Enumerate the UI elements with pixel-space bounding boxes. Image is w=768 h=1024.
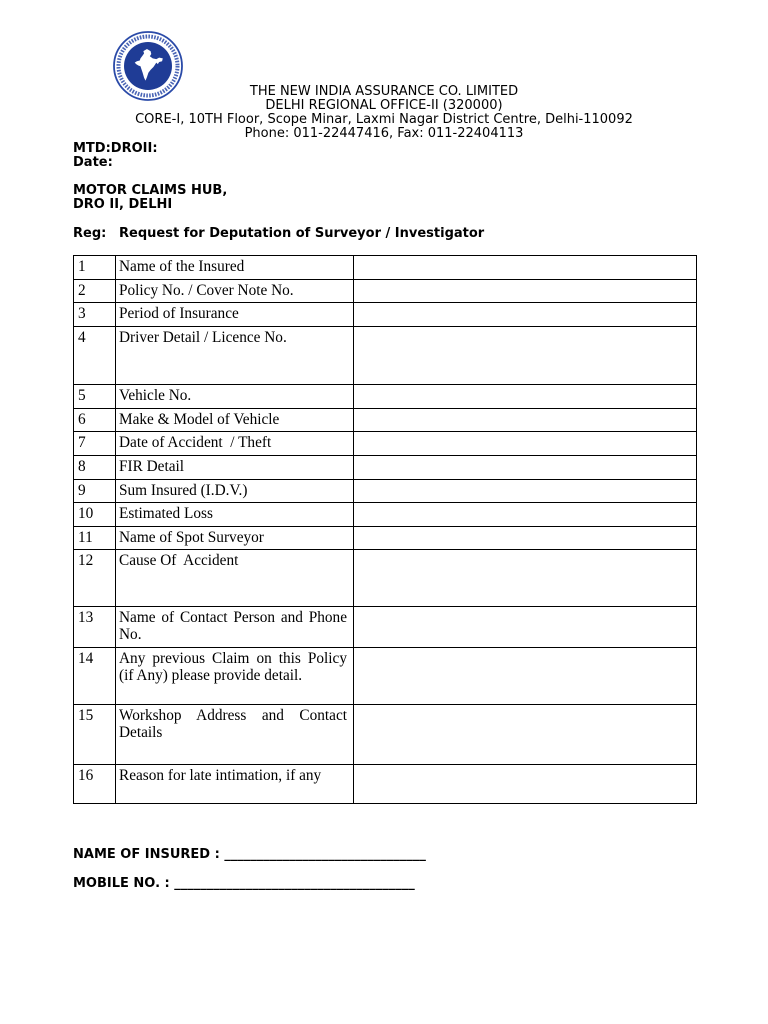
field-value <box>354 705 697 764</box>
row-number: 13 <box>74 607 116 647</box>
table-row <box>74 648 697 705</box>
table-row <box>74 503 697 527</box>
table-row <box>74 409 697 432</box>
table-row <box>74 256 697 280</box>
row-number: 16 <box>74 765 116 803</box>
field-value <box>354 503 697 526</box>
field-label: Date of Accident / Theft <box>116 432 354 455</box>
field-label: Name of Contact Person and Phone No. <box>116 607 354 647</box>
table-row <box>74 327 697 385</box>
field-label: Any previous Claim on this Policy (if Any) please provide detail. <box>116 648 354 704</box>
row-number: 5 <box>74 385 116 408</box>
field-label: Name of Spot Surveyor <box>116 527 354 549</box>
field-value <box>354 256 697 279</box>
field-value <box>354 456 697 479</box>
table-row <box>74 303 697 327</box>
field-label: Make & Model of Vehicle <box>116 409 354 431</box>
field-value <box>354 280 697 302</box>
row-number: 3 <box>74 303 116 326</box>
field-value <box>354 765 697 803</box>
row-number: 15 <box>74 705 116 764</box>
reference-date: Date: <box>73 155 113 170</box>
row-number: 8 <box>74 456 116 479</box>
recipient-line: DRO II, DELHI <box>73 197 173 212</box>
row-number: 7 <box>74 432 116 455</box>
field-value <box>354 527 697 549</box>
field-value <box>354 550 697 606</box>
field-label: Driver Detail / Licence No. <box>116 327 354 384</box>
table-row <box>74 705 697 765</box>
mobile-number-label: MOBILE NO. : <box>73 876 170 891</box>
reference-number: MTD:DROII: <box>73 141 158 156</box>
table-row <box>74 527 697 550</box>
insured-name-line <box>73 848 426 862</box>
subject-label: Reg: <box>73 226 107 241</box>
subject-text: Request for Deputation of Surveyor / Investigator <box>119 226 485 241</box>
regional-office: DELHI REGIONAL OFFICE-II (320000) <box>265 98 503 113</box>
field-value <box>354 648 697 704</box>
company-name: THE NEW INDIA ASSURANCE CO. LIMITED <box>249 84 519 99</box>
row-number: 10 <box>74 503 116 526</box>
field-label: Reason for late intimation, if any <box>116 765 354 803</box>
field-label: Estimated Loss <box>116 503 354 526</box>
mobile-number-line <box>73 877 415 891</box>
table-row <box>74 607 697 648</box>
field-value <box>354 303 697 326</box>
field-label: Vehicle No. <box>116 385 354 408</box>
field-label: Period of Insurance <box>116 303 354 326</box>
field-value <box>354 327 697 384</box>
subject-line <box>73 227 484 241</box>
field-value <box>354 432 697 455</box>
claim-details-table <box>73 255 697 804</box>
field-label: FIR Detail <box>116 456 354 479</box>
field-value <box>354 480 697 502</box>
row-number: 1 <box>74 256 116 279</box>
office-contact: Phone: 011-22447416, Fax: 011-22404113 <box>244 126 524 141</box>
table-row <box>74 280 697 303</box>
field-value <box>354 607 697 647</box>
row-number: 2 <box>74 280 116 302</box>
field-label: Workshop Address and Contact Details <box>116 705 354 764</box>
office-address: CORE-I, 10TH Floor, Scope Minar, Laxmi Nagar District Centre, Delhi-110092 <box>135 112 633 127</box>
row-number: 12 <box>74 550 116 606</box>
table-row <box>74 385 697 409</box>
mobile-number-blank: _____________________________________ <box>174 876 415 891</box>
table-row <box>74 480 697 503</box>
row-number: 11 <box>74 527 116 549</box>
table-row <box>74 550 697 607</box>
field-label: Sum Insured (I.D.V.) <box>116 480 354 502</box>
row-number: 14 <box>74 648 116 704</box>
insured-name-label: NAME OF INSURED : <box>73 847 220 862</box>
field-label: Policy No. / Cover Note No. <box>116 280 354 302</box>
table-row <box>74 432 697 456</box>
letterhead <box>0 85 768 141</box>
table-row <box>74 456 697 480</box>
reference-block <box>73 142 158 170</box>
field-label: Name of the Insured <box>116 256 354 279</box>
field-label: Cause Of Accident <box>116 550 354 606</box>
row-number: 9 <box>74 480 116 502</box>
row-number: 4 <box>74 327 116 384</box>
recipient-line: MOTOR CLAIMS HUB, <box>73 183 228 198</box>
table-row <box>74 765 697 804</box>
row-number: 6 <box>74 409 116 431</box>
field-value <box>354 409 697 431</box>
recipient-block <box>73 184 227 212</box>
insured-name-blank: _______________________________ <box>224 847 426 862</box>
field-value <box>354 385 697 408</box>
